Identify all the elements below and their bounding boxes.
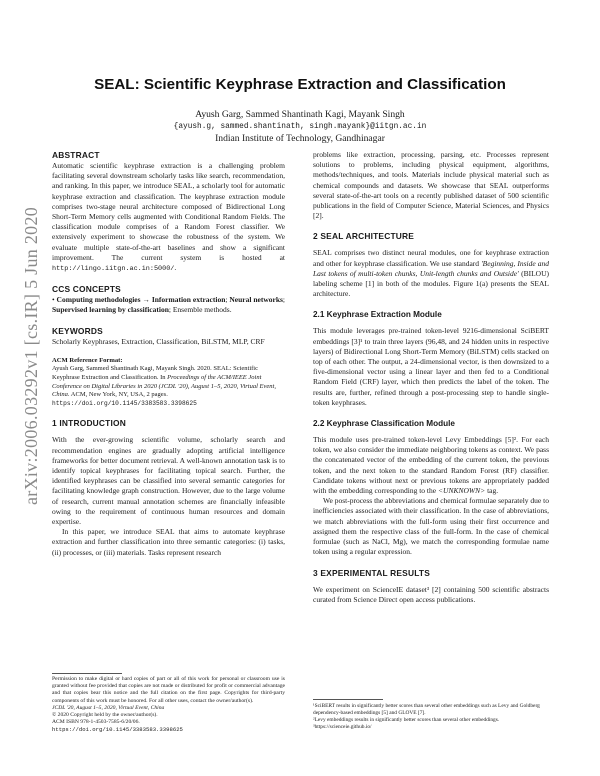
abstract-end: . — [174, 263, 177, 273]
introduction-heading: 1 INTRODUCTION — [52, 418, 126, 429]
permission-isbn: ACM ISBN 978-1-4503-7585-6/20/06. — [52, 719, 140, 726]
keywords-text: Scholarly Keyphrases, Extraction, Classification, BiLSTM, MLP, CRF — [52, 336, 265, 346]
ccs-sep-2: ; — [282, 295, 286, 305]
experimental-heading: 3 EXPERIMENTAL RESULTS — [313, 567, 431, 578]
ccs-tail: ; Ensemble methods. — [168, 305, 232, 315]
classification-module-paragraph-2: We post-process the abbreviations and chemical formulae separately due to inefficiencies associated with their classification. In the case of abbreviations, we match abbreviations with the full-form using their first occurrence and assigned them the respective class of the full-form. In the case of chemical formulae (such as NaCl, Mg), we match the corresponding formulae name token using a regular expression. — [313, 496, 549, 557]
architecture-paragraph — [313, 248, 549, 299]
extraction-module-heading: 2.1 Keyphrase Extraction Module — [313, 310, 442, 320]
acm-reference-text — [52, 365, 285, 408]
acm-reference-authors: Ayush Garg, Sammed Shantinath Kagi, Mayank Singh. 2020. SEAL: Scientific Keyphrase Extraction and Classification. In — [52, 365, 258, 382]
abstract-heading: ABSTRACT — [52, 150, 100, 160]
acm-reference-doi-link[interactable]: https://doi.org/10.1145/3383583.3398625 — [52, 399, 197, 407]
ccs-heading: CCS CONCEPTS — [52, 284, 121, 295]
permission-copyright: © 2020 Copyright held by the owner/author(s). — [52, 712, 158, 719]
experimental-text: We experiment on ScienceIE dataset³ [2] containing 500 scientific abstracts curated from Science Direct open access publications. — [313, 584, 549, 604]
ccs-text — [52, 295, 285, 315]
ccs-item-2: Neural networks — [229, 295, 283, 305]
footnote-2: ²Levy embeddings results in significantly better scores than several other embeddings. — [313, 717, 500, 723]
permission-block — [52, 676, 285, 734]
architecture-heading: 2 SEAL ARCHITECTURE — [313, 231, 415, 242]
extraction-module-text: This module leverages pre-trained token-level 9216-dimensional SciBERT embeddings [3]¹ to train three layers (96,48, and 24 hidden units in respective layers) of Bidirectional Long Short-Term Memory (BiLSTM) cells stacked on top of each other. The output, a 24-dimensional vector, is then downsized to a five-dimensional vector using a linear layer and then fed to a Conditional Random Field (CRF) layer, which then predicts the label of the token. The results are, further, refined through a post-processing step to handle single-token keyphrases. — [313, 326, 549, 407]
ccs-sep-1: ; — [225, 295, 230, 305]
author-names: Ayush Garg, Sammed Shantinath Kagi, Mayank Singh — [195, 109, 405, 120]
classification-module-paragraph-1 — [313, 435, 549, 496]
author-affiliation: Indian Institute of Technology, Gandhinagar — [215, 133, 385, 144]
left-column — [52, 150, 285, 558]
introduction-paragraph-2-continued: problems like extraction, processing, parsing, etc. Processes represent solutions to problems, including physical equipment, algorithms, methods/techniques, and tools. Materials include physical material such as chemical compounds and datasets. We showcase that SEAL outperforms several state-of-the-art tools on a recently published dataset of 500 scientific publications in the field of Computer Science, Material Sciences, and Physics [2]. — [313, 150, 549, 221]
classification-module-heading: 2.2 Keyphrase Classification Module — [313, 419, 455, 429]
right-column — [313, 150, 549, 605]
permission-doi-link[interactable]: https://doi.org/10.1145/3383583.3398625 — [52, 726, 183, 734]
architecture-bilou-definition: 'Beginning, Inside and Last tokens of multi-token chunks, Unit-length chunks and Outside' — [313, 258, 549, 278]
ccs-item-1: Computing methodologies → Information extraction — [56, 295, 226, 305]
author-emails: {ayush.g, sammed.shantinath, singh.mayank}@iitgn.ac.in — [173, 123, 427, 131]
system-url-link[interactable]: http://lingo.iitgn.ac.in:5000/ — [52, 265, 175, 274]
footnotes — [313, 703, 549, 731]
classification-text-b: tag. — [485, 486, 499, 496]
acm-reference-tail: ACM, New York, NY, USA, 2 pages. — [69, 391, 168, 399]
ccs-item-3: Supervised learning by classification — [52, 305, 169, 315]
classification-text-a: This module uses pre-trained token-level Levy Embeddings [5]². For each token, we also consider the immediate neighboring tokens as context. We pass the concatenated vector of the embedding of the current token, the previous token, and the next token to the standard Random Forest (RF) classifier. Candidate tokens without next or previous tokens are appropriately padded with the embedding corresponding to the — [313, 435, 549, 496]
paper-title: SEAL: Scientific Keyphrase Extraction and Classification — [94, 76, 506, 93]
keywords-heading: KEYWORDS — [52, 325, 103, 336]
arxiv-stamp: arXiv:2006.03292v1 [cs.IR] 5 Jun 2020 — [21, 206, 41, 505]
permission-text: Permission to make digital or hard copies of part or all of this work for personal or classroom use is granted without fee provided that copies are not made or distributed for profit or commercial advantage and that copies bear this notice and the full citation on the first page. Copyrights for third-party components of this work must be honored. For all other uses, contact the owner/author(s). — [52, 676, 285, 704]
permission-venue: JCDL '20, August 1–5, 2020, Virtual Event, China — [52, 704, 165, 711]
acm-reference-proceedings: Proceedings of the ACM/IEEE Joint Conference on Digital Libraries in 2020 (JCDL '20), August 1–5, 2020, Virtual Event, China. — [52, 374, 276, 399]
unknown-tag: <UNKNOWN> — [437, 486, 486, 496]
architecture-text-b: (BILOU) labeling scheme [1] in both of the modules. Figure 1(a) presents the SEAL architecture. — [313, 268, 549, 299]
author-block — [40, 109, 560, 145]
footnote-3: ³https://scienceie.github.io/ — [313, 724, 372, 730]
abstract-body: Automatic scientific keyphrase extraction is a challenging problem facilitating several downstream scholarly tasks like search, recommendation, and ranking. In this paper, we introduce SEAL, a scholarly tool for automatic keyphrase extraction and classification. The keyphrase extraction module comprises two-stage neural architecture composed of Bidirectional Long Short-Term Memory cells augmented with Conditional Random Fields. The classification module comprises of a Random Forest classifier. We extensively experiment to showcase the robustness of the system. We evaluate multiple state-of-the-art baselines and show a significant improvement. The current system is hosted at — [52, 161, 285, 262]
introduction-paragraph-1: With the ever-growing scientific volume, scholarly search and recommendation engines are gradually adopting artificial intelligence frameworks for better document retrieval. A well-known annotation task is to identify topical keyphrases for facilitating topical search. Further, the identified keyphrases can be classified into several semantic categories for facilitating knowledge graph construction. However, due to the large volume of research, current manual annotation schemes are financially infeasible owing to the requirement of continuous human resources and domain expertise. — [52, 435, 285, 527]
introduction-paragraph-2: In this paper, we introduce SEAL that aims to automate keyphrase extraction and further classification into three semantic categories: (i) tasks, (ii) processes, or (iii) materials. Tasks represent research — [52, 527, 285, 557]
acm-reference-heading: ACM Reference Format: — [52, 356, 123, 364]
ccs-bullet: • — [52, 295, 55, 305]
footnote-1: ¹SciBERT results in significantly better scores than several other embeddings such as Levy and Goldberg dependency-based embeddings [5] and GLOVE [7]. — [313, 703, 540, 716]
footnote-rule — [313, 699, 383, 700]
architecture-text-a: SEAL comprises two distinct neural modules, one for keyphrase extraction and other for keyphrase classification. We use standard — [313, 248, 549, 268]
permission-rule — [52, 673, 122, 674]
abstract-text — [52, 161, 285, 274]
